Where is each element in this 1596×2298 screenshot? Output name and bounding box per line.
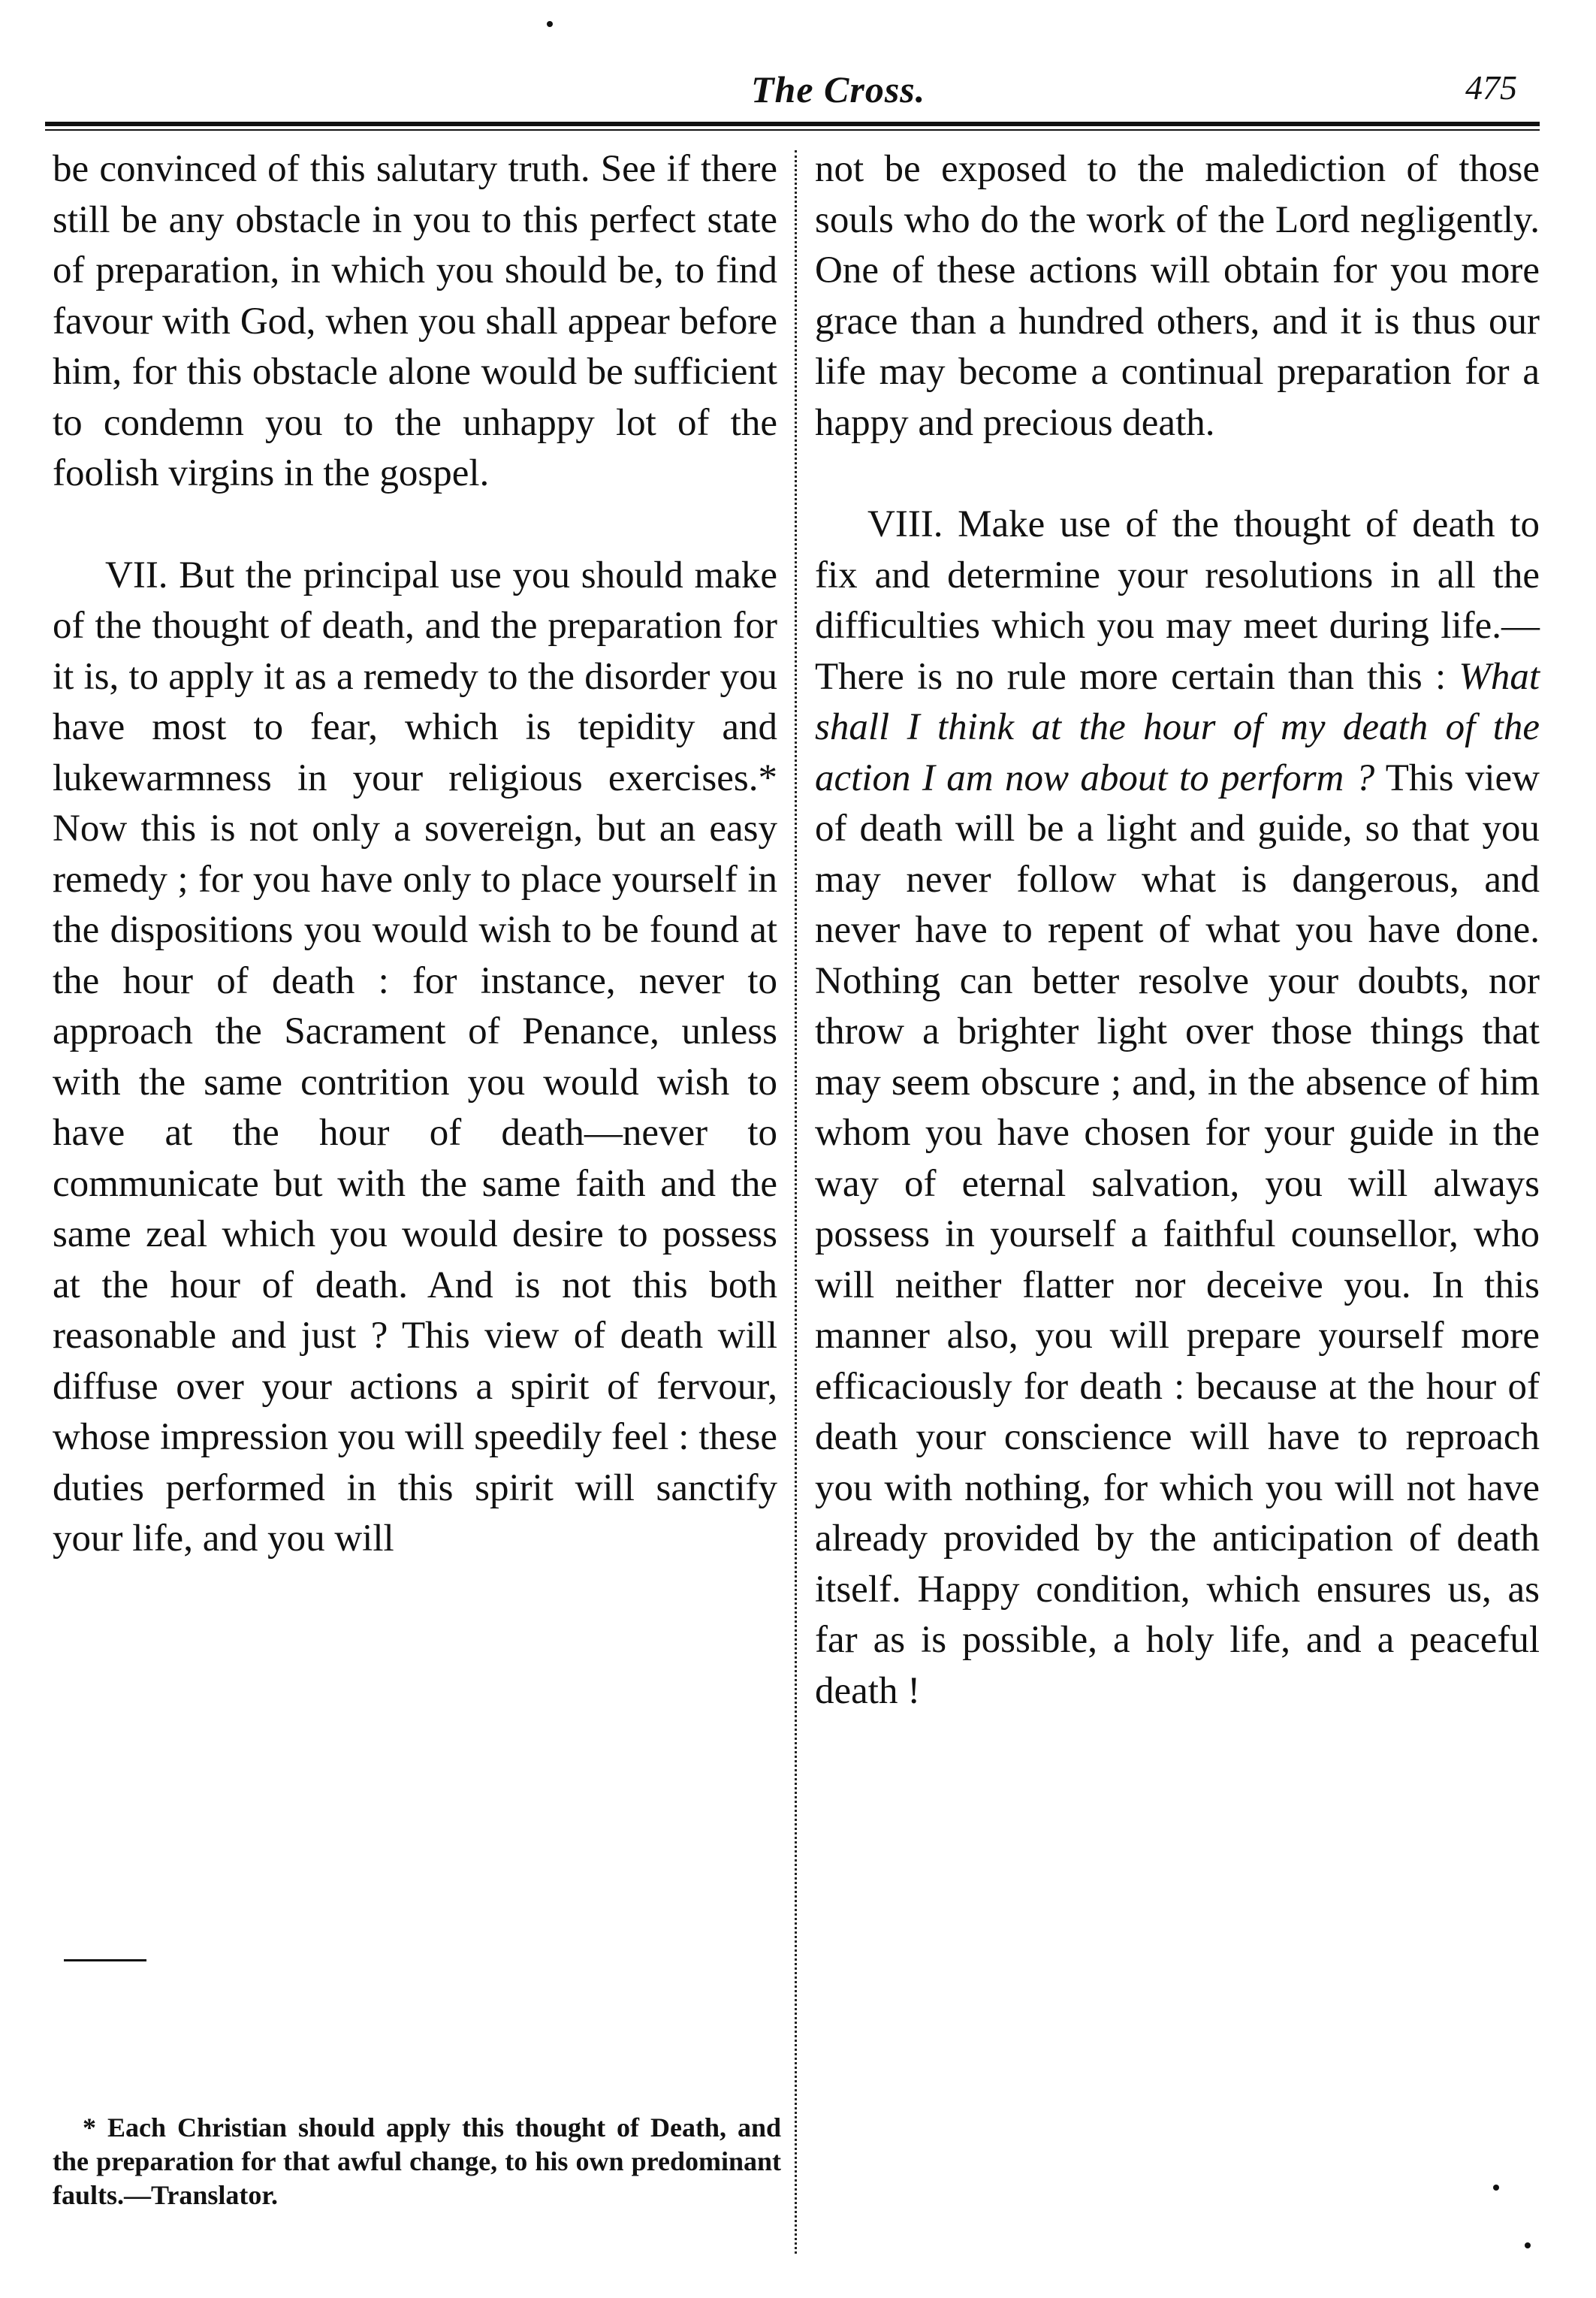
print-speck	[1493, 2185, 1499, 2191]
print-speck	[547, 21, 553, 27]
header-rule-thin	[45, 129, 1540, 131]
footnote: * Each Christian should apply this thought of Death, and the preparation for that awful change, to his own predominant faults.—Translator.	[53, 2112, 781, 2210]
right-column	[815, 144, 1540, 1717]
footnote-rule	[64, 1959, 146, 1961]
page-header	[45, 68, 1547, 120]
column-divider	[795, 150, 797, 2254]
print-speck	[1525, 2242, 1531, 2248]
left-column	[53, 144, 777, 1565]
right-paragraph-2	[815, 500, 1540, 1717]
page-number: 475	[1465, 68, 1517, 107]
right-paragraph-1: not be exposed to the malediction of those souls who do the work of the Lord negligently. One of these actions will obtain for you more grace than a hundred others, and it is thus our life may become a continual preparation for a happy and precious death.	[815, 148, 1540, 444]
right-paragraph-2-end: This view of death will be a light and guide, so that you may never follow what is dangerous, and never have to repent of what you have done. Nothing can better resolve your doubts, nor throw a brighter light over those things that may seem obscure ; and, in the absence of him whom you have chosen for your guide in the way of eternal salvation, you will always possess in yourself a faithful counsellor, who will neither flatter nor deceive you. In this manner also, you will prepare yourself more efficaciously for death : because at the hour of death your conscience will have to reproach you with nothing, for which you will not have already provided by the anticipation of death itself. Happy condition, which ensures us, as far as is possible, a holy life, and a peaceful death !	[815, 756, 1540, 1712]
header-rule	[45, 122, 1540, 126]
left-paragraph-1: be convinced of this salutary truth. See if there still be any obstacle in you to this perfect state of preparation, in which you should be, to find favour with God, when you shall appear before him, for this obstacle alone would be sufficient to condemn you to the unhappy lot of the foolish virgins in the gospel.	[53, 148, 777, 494]
right-paragraph-2-start: VIII. Make use of the thought of death to fix and determine your resolutions in all the difficulties which you may meet during life.—There is no rule more certain than this :	[815, 503, 1540, 698]
running-head: The Cross.	[751, 68, 926, 110]
right-paragraph-2-italic: What shall I think at the hour of my death of the action I am now about to perform ?	[815, 655, 1540, 799]
left-paragraph-2: VII. But the principal use you should make of the thought of death, and the preparation for it is, to apply it as a remedy to the disorder you have most to fear, which is tepidity and lukewarmness in your religious exercises.* Now this is not only a sovereign, but an easy remedy ; for you have only to place yourself in the dispositions you would wish to be found at the hour of death : for instance, never to approach the Sacrament of Penance, unless with the same contrition you would wish to have at the hour of death—never to communicate but with the same faith and the same zeal which you would desire to possess at the hour of death. And is not this both reasonable and just ? This view of death will diffuse over your actions a spirit of fervour, whose impression you will speedily feel : these duties performed in this spirit will sanctify your life, and you will	[53, 554, 777, 1560]
